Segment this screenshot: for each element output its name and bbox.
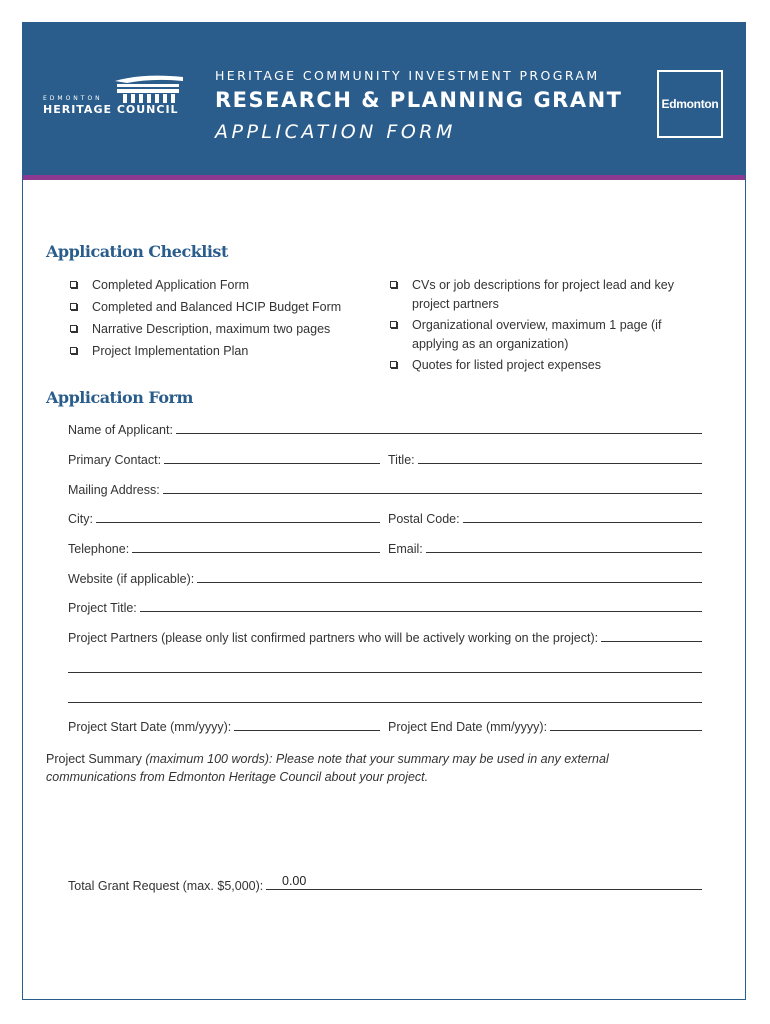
header-stripe [23, 175, 745, 180]
end-date-field[interactable] [388, 720, 702, 734]
project-summary-note: (maximum 100 words): Please note that your summary may be used in any external communications from Edmonton Heritage Council about your project. [46, 752, 609, 784]
mailing-address-field[interactable] [68, 483, 702, 497]
title-field[interactable] [388, 453, 702, 467]
city-label: City: [68, 512, 93, 526]
primary-contact-field[interactable] [68, 453, 380, 467]
email-label: Email: [388, 542, 423, 556]
telephone-label: Telephone: [68, 542, 130, 556]
application-form-heading: Application Form [46, 388, 193, 407]
checklist-heading: Application Checklist [46, 242, 228, 261]
project-partners-label: Project Partners (please only list confirmed partners who will be actively working on the project): [68, 631, 599, 645]
start-date-label: Project Start Date (mm/yyyy): [68, 720, 232, 734]
checkbox-icon[interactable] [390, 361, 397, 368]
project-partners-field[interactable] [68, 631, 702, 645]
form-page [22, 22, 746, 1000]
grant-request-value[interactable]: 0.00 [282, 874, 307, 888]
website-label: Website (if applicable): [68, 572, 195, 586]
checkbox-icon[interactable] [70, 347, 77, 354]
website-field[interactable] [68, 572, 702, 586]
project-partners-line[interactable] [68, 702, 702, 703]
checklist-item[interactable]: Quotes for listed project expenses [390, 356, 690, 375]
project-summary-label: Project Summary [46, 752, 142, 766]
grant-title: RESEARCH & PLANNING GRANT [215, 88, 623, 112]
checklist-item[interactable]: CVs or job descriptions for project lead and key project partners [390, 276, 690, 314]
applicant-name-label: Name of Applicant: [68, 423, 173, 437]
program-title: HERITAGE COMMUNITY INVESTMENT PROGRAM [215, 68, 600, 83]
telephone-field[interactable] [68, 542, 380, 556]
checkbox-icon[interactable] [70, 325, 77, 332]
logo-edmonton-text: EDMONTON [43, 95, 103, 102]
checkbox-icon[interactable] [390, 321, 397, 328]
primary-contact-label: Primary Contact: [68, 453, 162, 467]
city-field[interactable] [68, 512, 380, 526]
project-summary-instructions [46, 750, 666, 786]
checkbox-icon[interactable] [390, 281, 397, 288]
project-title-label: Project Title: [68, 601, 137, 615]
checklist-item[interactable]: Completed Application Form [70, 276, 370, 295]
email-field[interactable] [388, 542, 702, 556]
start-date-field[interactable] [68, 720, 380, 734]
checklist-item[interactable]: Organizational overview, maximum 1 page (if applying as an organization) [390, 316, 690, 354]
checkbox-icon[interactable] [70, 281, 77, 288]
project-partners-line[interactable] [68, 672, 702, 673]
postal-code-field[interactable] [388, 512, 702, 526]
applicant-name-field[interactable] [68, 423, 702, 437]
checkbox-icon[interactable] [70, 303, 77, 310]
grant-request-field[interactable] [68, 879, 702, 893]
title-label: Title: [388, 453, 415, 467]
project-title-field[interactable] [68, 601, 702, 615]
mailing-address-label: Mailing Address: [68, 483, 160, 497]
postal-code-label: Postal Code: [388, 512, 460, 526]
end-date-label: Project End Date (mm/yyyy): [388, 720, 548, 734]
header-banner [23, 23, 745, 175]
logo-heritage-council-text: HERITAGE COUNCIL [43, 103, 179, 116]
checklist-item[interactable]: Completed and Balanced HCIP Budget Form [70, 298, 370, 317]
city-logo-text: Edmonton [661, 97, 719, 111]
checklist-item[interactable]: Narrative Description, maximum two pages [70, 320, 370, 339]
form-subtitle: APPLICATION FORM [215, 121, 456, 143]
city-of-edmonton-logo [657, 70, 723, 138]
grant-request-label: Total Grant Request (max. $5,000): [68, 879, 264, 893]
checklist-item[interactable]: Project Implementation Plan [70, 342, 370, 361]
